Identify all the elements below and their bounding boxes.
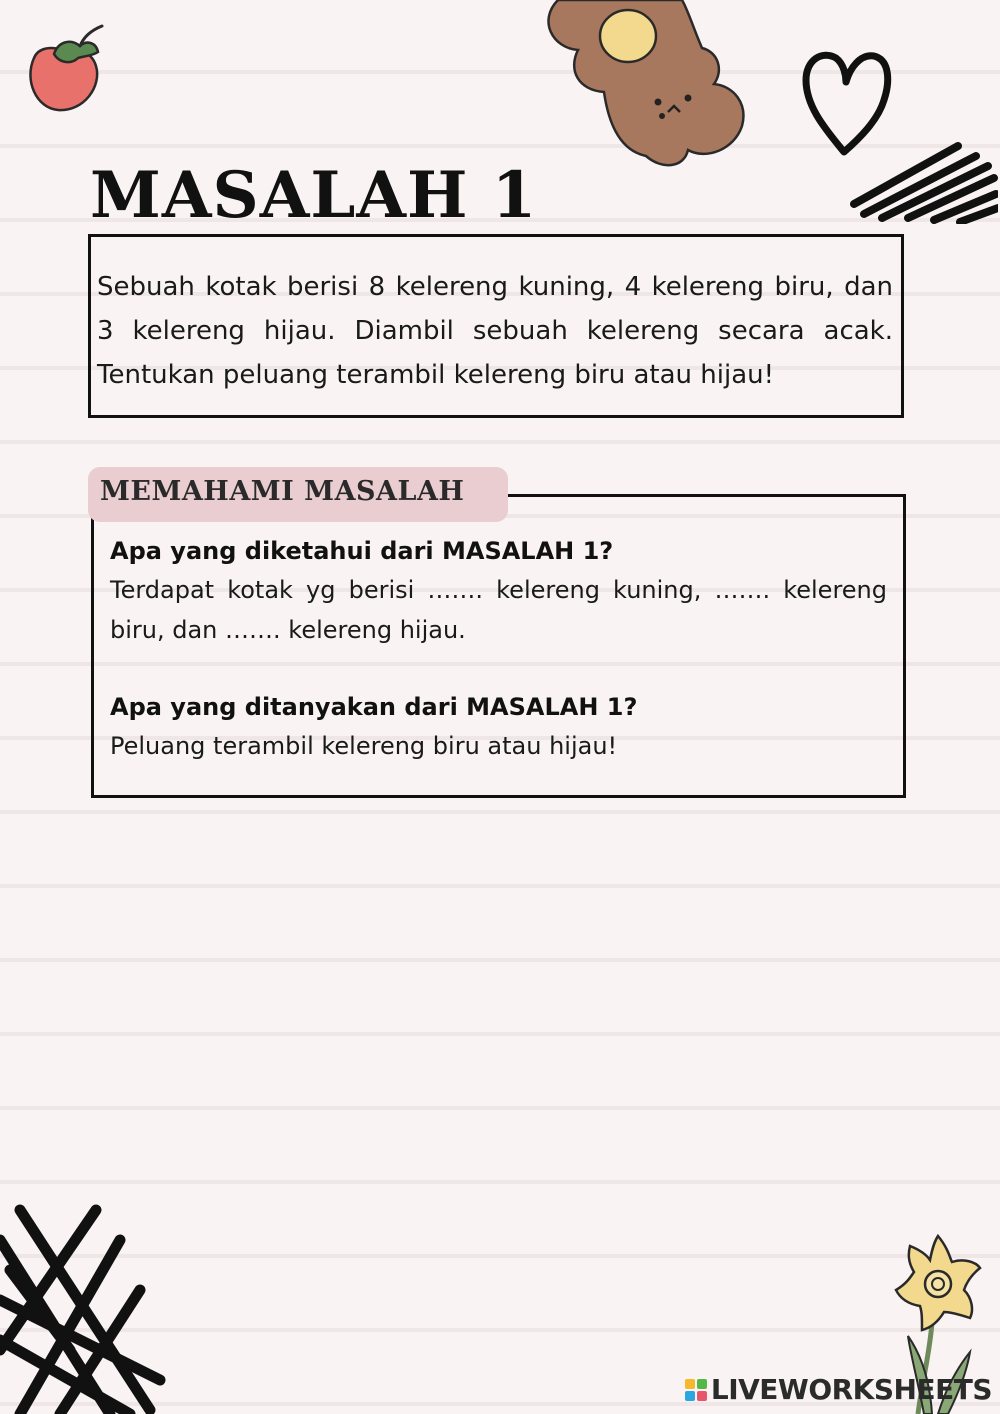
question-asked: Apa yang ditanyakan dari MASALAH 1? xyxy=(110,693,638,721)
scribble-icon xyxy=(848,138,998,224)
answer-known: Terdapat kotak yg berisi ……. kelereng kuning, ……. kelereng biru, dan ……. kelereng hijau. xyxy=(110,576,887,644)
answer-asked: Peluang terambil kelereng biru atau hijau! xyxy=(110,732,618,760)
strawberry-icon xyxy=(14,20,110,116)
logo-mark-icon xyxy=(685,1379,707,1401)
problem-text: Sebuah kotak berisi 8 kelereng kuning, 4 kelereng biru, dan 3 kelereng hijau. Diambil sebuah kelereng secara acak. Tentukan peluang terambil kelereng biru atau hijau! xyxy=(97,272,893,390)
section-heading: MEMAHAMI MASALAH xyxy=(88,467,508,522)
page-title: MASALAH 1 xyxy=(90,158,538,233)
understanding-box xyxy=(91,494,906,798)
liveworksheets-logo xyxy=(685,1373,992,1406)
question-known: Apa yang diketahui dari MASALAH 1? xyxy=(110,537,614,565)
bear-icon xyxy=(538,0,748,180)
scribble-icon xyxy=(0,1200,170,1414)
problem-box xyxy=(88,234,904,418)
logo-text: LIVEWORKSHEETS xyxy=(710,1373,992,1406)
